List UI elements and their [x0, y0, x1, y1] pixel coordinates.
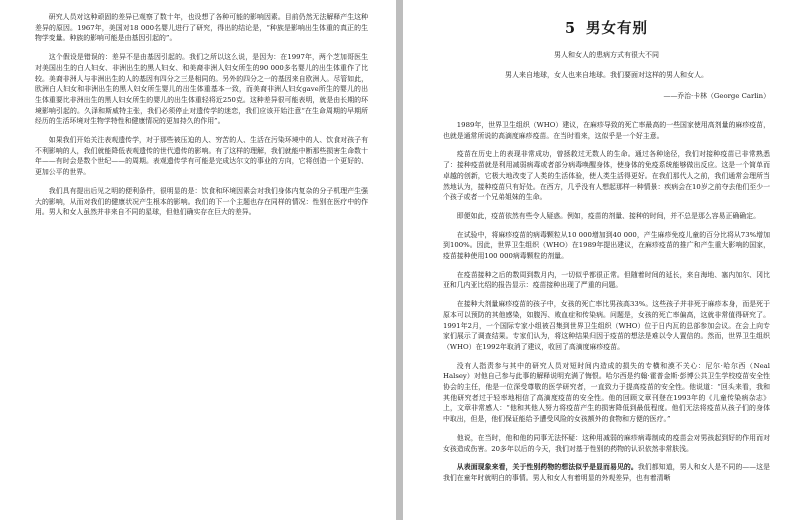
right-paragraph-9 — [443, 462, 770, 483]
left-paragraph-1: 研究人员对这种顽固的差异已观察了数十年，也设想了各种可能的影响因素。目前仍然无法解释产生这种差异的原因。1967年，美国对18 000名婴儿进行了研究，得出的结论是，“种族是影响出生体重的真正的生物学变量。种族的影响可能是由基因引起的”。 — [35, 13, 368, 43]
bold-lead-sentence: 从表面现象来看，关于性别药物的想法似乎是显而易见的。 — [456, 463, 638, 472]
chapter-subtitle: 男人和女人的患病方式有很大不同 — [554, 51, 659, 59]
right-paragraph-6: 在接种大剂量麻疹疫苗的孩子中，女孩的死亡率比男孩高33%。这些孩子并非死于麻疹本身，而是死于原本可以预防的其他感染，如腹泻、败血症和传染病。问题是，女孩的死亡率偏高，这就非常值得研究了。1991年2月，一个国际专家小组被召集到世界卫生组织（WHO）位于日内瓦的总部参加会议。在会上向专家们展示了调查结果。专家们认为，将这种结果归因于疫苗的想法是难以令人置信的。然而，世界卫生组织（WHO）在1992年取消了建议，收回了高滴度麻疹疫苗。 — [443, 300, 770, 351]
left-paragraph-4: 我们具有提出后见之明的便利条件，很明显的是：饮食和环境因素会对我们身体内复杂的分子机理产生强大的影响，从而对我们的健康状况产生根本的影响。我们的下一个主题也存在同样的情况：性别在医疗中的作用。男人和女人虽然并非来自不同的星球，但他们确实存在巨大的差异。 — [35, 186, 368, 217]
right-paragraph-2: 疫苗在历史上的表现非常成功，曾拯救过无数人的生命。通过各种途径，我们对接种疫苗已非常熟悉了：接种疫苗就是利用减弱病毒或者部分病毒唤醒身体，使身体的免疫系统能够做出反应。这是一个简单而卓越的创新，它极大地改变了人类的生活体验，使人类生活得更好。在我们那代人之前，我们通常会理所当然地认为，接种疫苗只有好处。在西方，几乎没有人想起那样一种情景：疾病会在10岁之前夺去他们至少一个孩子或者一个兄弟姐妹的生命。 — [443, 150, 770, 202]
epigraph-attribution: ——乔治·卡林（George Carlin） — [663, 92, 770, 100]
right-paragraph-7: 没有人指责参与其中的研究人员对短时间内造成的损失的专横和漠不关心：尼尔·哈尔西（Neal Halsey）对他自己参与此事的解释说明充满了悔恨。哈尔西是约翰·霍普金斯·彭博公共卫生学校疫苗安全性协会的主任，他是一位深受尊敬的医学研究者，一直致力于提高疫苗的安全性。他说道：“回头来看，我和其他研究者过于轻率地相信了高滴度疫苗的安全性。他的回顾文章刊登在1993年的《儿童传染病杂志》上，文章非常感人：“他和其他人努力将疫苗产生的损害降低到最低程度。他们无法将疫苗从孩子们的身体中取出，但是，他们保证能给予遭受风险的女孩额外的食物和方便的医疗。” — [443, 361, 770, 424]
left-paragraph-3: 如果我们开始关注表观遗传学，对于那些被压迫的人、穷苦的人、生活在污染环境中的人、饮食对孩子有不利影响的人，我们就能降低表观遗传的世代遗传的影响。有了这样的理解，我们就能中断那些损害生命数十年——有时会是数个世纪——的周期。表观遗传学有可能是完成达尔文的事业的方向，它将创造一个更好的、更加公平的世界。 — [35, 136, 368, 177]
chapter-number: 5 — [564, 20, 577, 37]
right-paragraph-5: 在疫苗接种之后的数周到数月内，一切似乎都很正常。但随着时间的延长，来自海地、塞内加尔、冈比亚和几内亚比绍的报告显示：疫苗接种出现了严重的问题。 — [443, 270, 770, 290]
epigraph: 男人来自地球，女人也来自地球。我们要面对这样的男人和女人。 — [505, 71, 708, 79]
left-page — [0, 0, 396, 520]
page-gutter — [396, 0, 403, 520]
chapter-title — [443, 17, 770, 38]
last-paragraph-text: 我们都知道，男人和女人是不同的——这是我们在童年时就明白的事情。男人和女人有着明显的外观差异，也有着清晰 — [443, 463, 770, 482]
left-paragraph-2: 这个假设是错误的：差异不是由基因引起的。我们之所以这么说，是因为：在1997年，两个芝加哥医生对美国出生的白人妇女、非洲出生的黑人妇女、和美裔非洲人妇女所生的90 000多名婴儿的出生体重作了比较。美裔非洲人与非洲出生的人的基因有四分之三是相同的。另外的四分之一的基因来自欧洲人。尽管如此，欧洲白人妇女和非洲出生的黑人妇女所生婴儿的出生体重基本一致，而美裔非洲人妇女gave所生的婴儿的出生体重要比非洲出生的黑人妇女所生的婴儿的出生体重轻将近250克。这种差异很可能表明，就是由长期的环境影响引起的。久泽和斯威特主张，我们必须停止对遗传学的迷恋，我们应该开始注意“在生命周期的早期所经历的生活环境对生物学特性和健康情况的更加持久的作用”。 — [35, 53, 368, 126]
right-paragraph-1: 1989年，世界卫生组织（WHO）建议，在麻疹导致的死亡率最高的一些国家使用高剂量的麻疹疫苗，也就是通常所说的高滴度麻疹疫苗。在当时看来，这似乎是一个好主意。 — [443, 121, 770, 140]
chapter-title-text: 男女有别 — [586, 20, 649, 37]
right-paragraph-8: 他说，在当时，他和他的同事无法怀疑：这种用减弱的麻疹病毒制成的疫苗会对男孩起到好的作用而对女孩造成伤害。20多年以后的今天，我们对基于性别的药物的认识依然非常肤浅。 — [443, 433, 770, 453]
right-paragraph-4: 在试验中，将麻疹疫苗的病毒颗粒从10 000增加到40 000，产生麻疹免疫儿童的百分比将从73%增加到100%。因此，世界卫生组织（WHO）在1989年提出建议，在麻疹疫苗的推广和产生重大影响的国家，疫苗接种使用100 000病毒颗粒的剂量。 — [443, 230, 770, 261]
right-page — [403, 0, 798, 520]
right-paragraph-3: 即便如此，疫苗依然有些令人疑惑。例如，疫苗的剂量、接种的时间，并不总是那么容易正确确定。 — [456, 211, 760, 220]
